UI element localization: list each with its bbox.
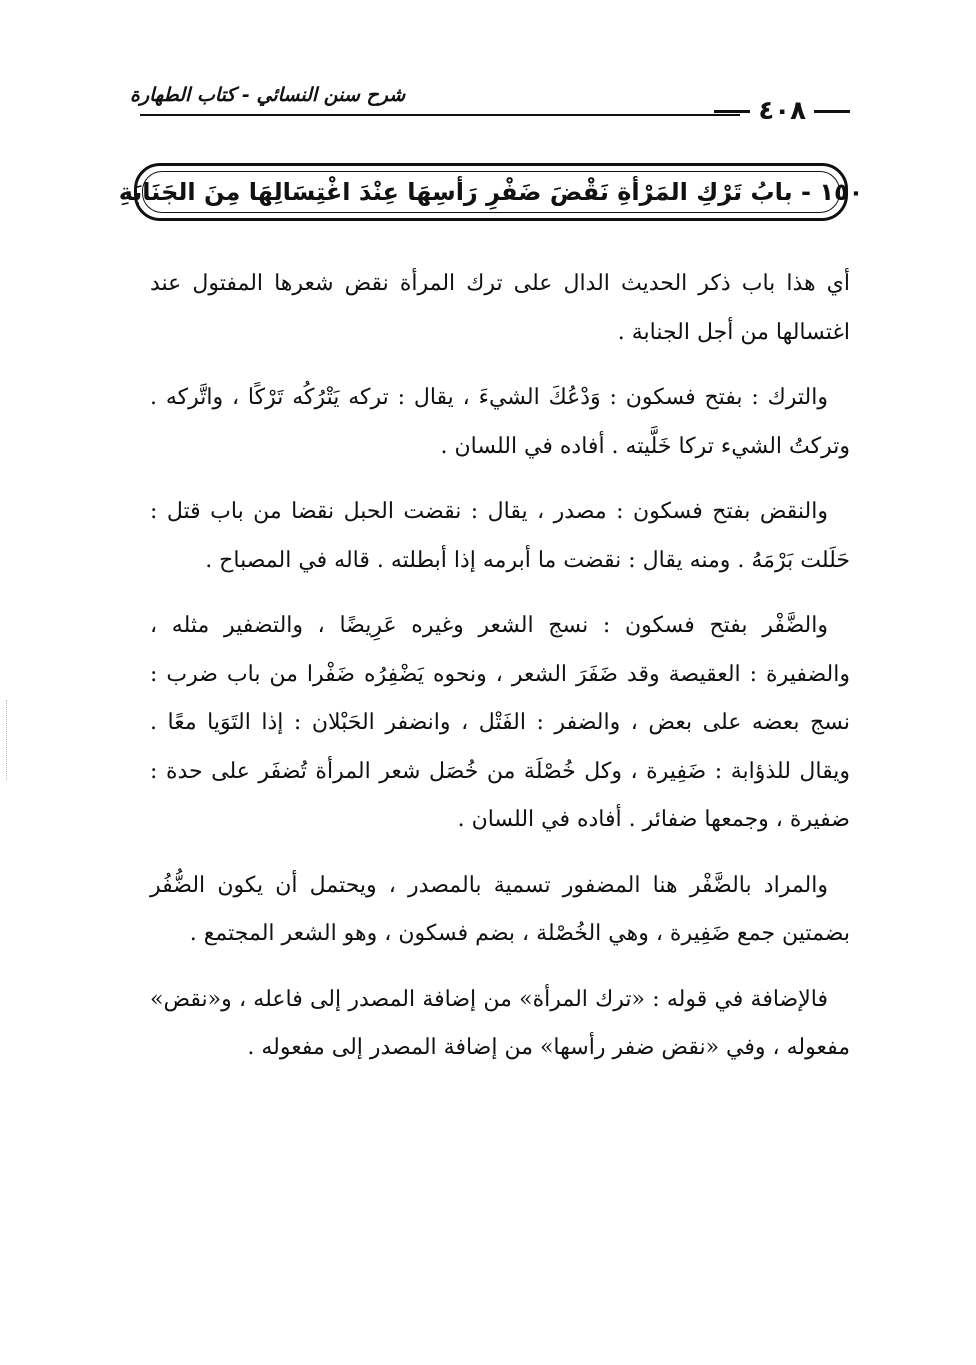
paragraph-intro: أي هذا باب ذكر الحديث الدال على ترك المرأة نقض شعرها المفتول عند اغتسالها من أجل الجنابة . xyxy=(150,271,850,345)
running-header xyxy=(130,78,850,130)
paragraph-dafr: والضَّفْر بفتح فسكون : نسج الشعر وغيره عَرِيضًا ، والتضفير مثله ، والضفيرة : العقيصة وقد ضَفَرَ الشعر ، ونحوه يَضْفِرُه ضَفْرا من باب ضرب : نسج بعضه على بعض ، والضفر : الفَتْل ، وانضفر الحَبْلان : إذا التَوَيا معًا . ويقال للذؤابة : ضَفِيرة ، وكل خُصْلَة من خُصَل شعر المرأة تُضفَر على حدة : ضفيرة ، وجمعها ضفائر . أفاده في اللسان . xyxy=(150,613,850,832)
chapter-heading-box xyxy=(118,163,864,221)
page-number-dash-right xyxy=(814,110,850,113)
chapter-title: ١٥٠ - بابُ تَرْكِ المَرْأةِ نَقْضَ ضَفْرِ رَأسِهَا عِنْدَ اغْتِسَالِهَا مِنَ الجَنَابَةِ xyxy=(118,178,864,206)
body-text xyxy=(150,260,850,1090)
scan-margin-mark xyxy=(6,700,8,780)
page-number-dash-left xyxy=(714,110,750,113)
page-number-group xyxy=(714,94,850,128)
paragraph-idafa: فالإضافة في قوله : «ترك المرأة» من إضافة المصدر إلى فاعله ، و«نقض» مفعوله ، وفي «نقض ضفر رأسها» من إضافة المصدر إلى مفعوله . xyxy=(150,986,850,1060)
book-title: شرح سنن النسائي - كتاب الطهارة xyxy=(130,84,406,106)
paragraph-naqd: والنقض بفتح فسكون : مصدر ، يقال : نقضت الحبل نقضا من باب قتل : حَلَلت بَرْمَهُ . ومنه يقال : نقضت ما أبرمه إذا أبطلته . قاله في المصباح . xyxy=(150,499,850,573)
header-rule xyxy=(140,114,740,116)
paragraph-tark: والترك : بفتح فسكون : وَدْعُكَ الشيءَ ، يقال : تركه يَتْرُكُه تَرْكًا ، واتَّركه . وتركتُ الشيء تركا خَلَّيته . أفاده في اللسان . xyxy=(150,385,850,459)
page-number: ٤٠٨ xyxy=(758,96,806,126)
paragraph-meaning: والمراد بالضَّفْر هنا المضفور تسمية بالمصدر ، ويحتمل أن يكون الضُّفُر بضمتين جمع ضَفِيرة ، وهي الخُصْلة ، بضم فسكون ، وهو الشعر المجتمع . xyxy=(150,872,850,946)
